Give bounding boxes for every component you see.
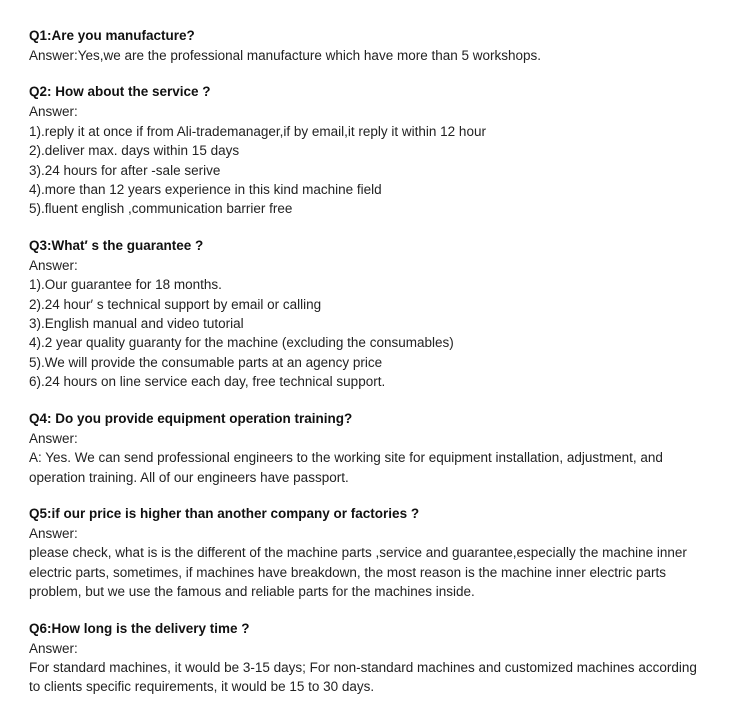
question-heading: Q2: How about the service ? bbox=[29, 84, 211, 100]
answer-line: 4).more than 12 years experience in this kind machine field bbox=[29, 182, 382, 198]
answer-line: Answer:Yes,we are the professional manufacture which have more than 5 workshops. bbox=[29, 48, 542, 63]
answer-label: Answer: bbox=[29, 525, 78, 541]
question-heading: Q1:Are you manufacture? bbox=[29, 28, 195, 43]
question-heading: Q5:if our price is higher than another company or factories ? bbox=[29, 505, 420, 521]
answer-line: 3).English manual and video tutorial bbox=[29, 316, 244, 332]
answer-line: to clients specific requirements, it would be 15 to 30 days. bbox=[29, 679, 375, 695]
answer-line: problem, but we use the famous and reliable parts for the machines inside. bbox=[29, 584, 475, 600]
answer-label: Answer: bbox=[29, 257, 78, 273]
faq-item-q5 bbox=[29, 504, 729, 602]
faq-item-q6 bbox=[29, 619, 729, 697]
answer-line: 3).24 hours for after -sale serive bbox=[29, 162, 221, 178]
faq-item-q4 bbox=[29, 409, 729, 487]
answer-line: electric parts, sometimes, if machines have breakdown, the most reason is the machine inner electric parts bbox=[29, 564, 667, 580]
answer-line: 5).fluent english ,communication barrier free bbox=[29, 201, 293, 217]
answer-line: 5).We will provide the consumable parts at an agency price bbox=[29, 354, 383, 370]
answer-line: operation training. All of our engineers have passport. bbox=[29, 469, 349, 485]
answer-label: Answer: bbox=[29, 104, 78, 120]
answer-line: 4).2 year quality guaranty for the machine (excluding the consumables) bbox=[29, 335, 454, 351]
answer-line: 6).24 hours on line service each day, free technical support. bbox=[29, 374, 386, 390]
answer-line: please check, what is is the different of the machine parts ,service and guarantee,especially the machine inner bbox=[29, 545, 687, 561]
answer-line: 1).Our guarantee for 18 months. bbox=[29, 277, 222, 293]
answer-line: 2).deliver max. days within 15 days bbox=[29, 143, 240, 159]
answer-line: A: Yes. We can send professional engineers to the working site for equipment installation, adjustment, and bbox=[29, 450, 663, 466]
faq-item-q1 bbox=[29, 26, 729, 65]
answer-label: Answer: bbox=[29, 640, 78, 656]
faq-document bbox=[29, 26, 729, 714]
answer-line: 2).24 hour′ s technical support by email or calling bbox=[29, 296, 322, 312]
question-heading: Q6:How long is the delivery time ? bbox=[29, 620, 250, 636]
answer-label: Answer: bbox=[29, 430, 78, 446]
question-heading: Q3:What′ s the guarantee ? bbox=[29, 237, 204, 253]
question-heading: Q4: Do you provide equipment operation training? bbox=[29, 410, 353, 426]
faq-item-q3 bbox=[29, 236, 729, 392]
faq-item-q2 bbox=[29, 82, 729, 218]
answer-line: For standard machines, it would be 3-15 days; For non-standard machines and customized machines according bbox=[29, 659, 697, 675]
answer-line: 1).reply it at once if from Ali-trademanager,if by email,it reply it within 12 hour bbox=[29, 123, 486, 139]
